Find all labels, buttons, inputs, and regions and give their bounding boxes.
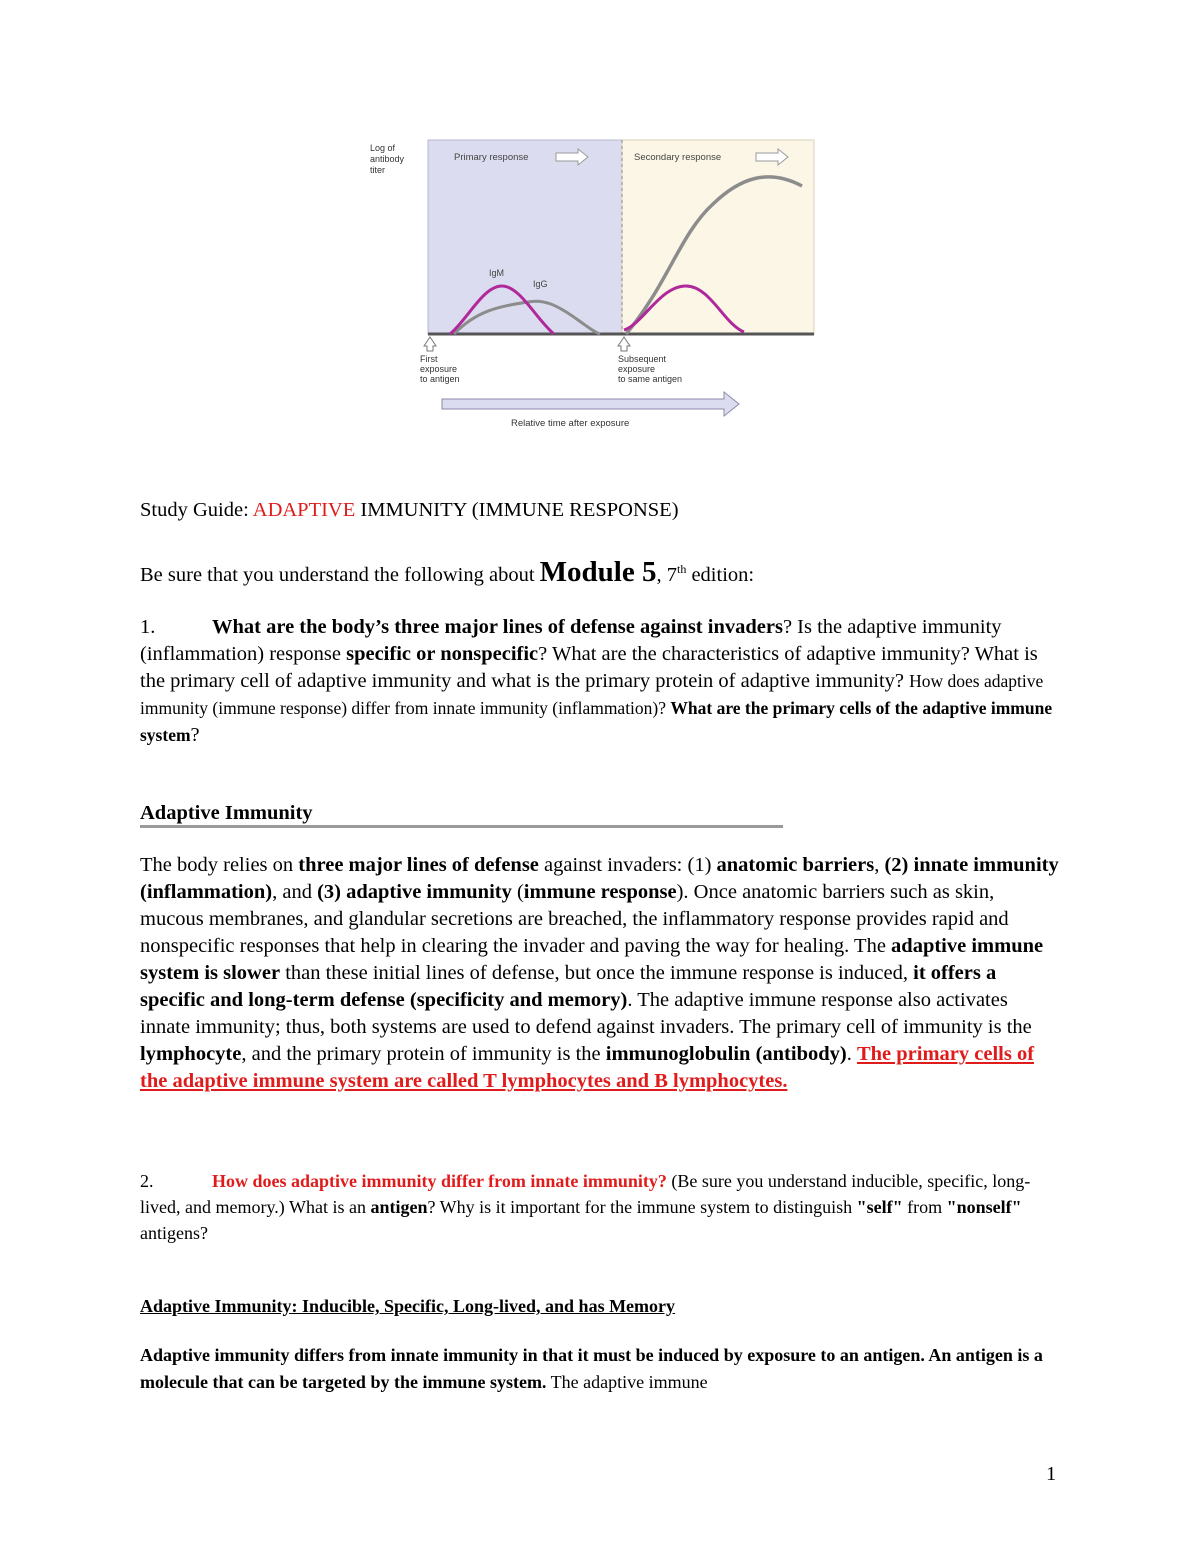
section-2-heading: Adaptive Immunity: Inducible, Specific, Long-lived, and has Memory	[140, 1296, 676, 1316]
s1-text-9: , and the primary protein of immunity is the	[241, 1043, 606, 1065]
q1-text-4: ?	[190, 724, 200, 746]
q2-text-3: from	[902, 1197, 947, 1217]
section-2-paragraph	[140, 1342, 1060, 1396]
first-exposure-line-2: exposure	[420, 364, 458, 374]
q1-bold-1: What are the body’s three major lines of defense against invaders	[212, 616, 783, 638]
page-title	[140, 497, 679, 524]
time-label: Relative time after exposure	[511, 418, 630, 429]
subsequent-exposure-line-3: to same antigen	[618, 374, 683, 384]
y-label-line-1: Log of	[370, 143, 396, 153]
first-exposure-arrow-icon	[424, 337, 436, 351]
q1-text-1: ? Is the adaptive immunity (inflammation) response	[140, 616, 1002, 665]
title-suffix: IMMUNITY (IMMUNE RESPONSE)	[355, 499, 679, 521]
question-1-number: 1.	[140, 616, 156, 638]
intro-line	[140, 556, 754, 589]
s2-text-1: The adaptive immune	[546, 1372, 708, 1392]
q2-red: How does adaptive immunity differ from innate immunity?	[212, 1171, 667, 1191]
question-2	[140, 1168, 1060, 1246]
intro-suffix: edition:	[686, 563, 755, 586]
q2-text-1: (Be sure you understand inducible, specific, long-lived, and memory.) What is an	[140, 1171, 1031, 1217]
s1-red-note: The primary cells of the adaptive immune system are called T lymphocytes and B lymphocytes.	[140, 1043, 1035, 1092]
q2-bold-2: "self"	[856, 1197, 903, 1217]
subsequent-exposure-arrow-icon	[618, 337, 630, 351]
s1-text-8: . The adaptive immune response also activates innate immunity; thus, both systems are used to defend against invaders. The primary cell of immunity is the	[140, 989, 1032, 1038]
antibody-response-diagram	[368, 134, 820, 434]
q2-bold-1: antigen	[370, 1197, 428, 1217]
first-exposure-line-3: to antigen	[420, 374, 460, 384]
module-label: Module 5	[539, 555, 657, 588]
s1-text-3: ,	[874, 854, 885, 876]
title-prefix: Study Guide:	[140, 499, 253, 521]
primary-response-panel	[428, 140, 622, 334]
s1-bold-4: (3) adaptive immunity	[317, 881, 512, 903]
s1-text-5: (	[511, 881, 524, 903]
antibody-response-figure	[368, 134, 820, 434]
s1-bold-1: three major lines of defense	[298, 854, 539, 876]
s1-text-7: than these initial lines of defense, but once the immune response is induced,	[280, 962, 914, 984]
primary-response-label: Primary response	[454, 152, 529, 163]
s1-bold-7: it offers a specific and long-term defense (specificity and memory)	[140, 962, 997, 1011]
s1-bold-3: (2) innate immunity (inflammation)	[140, 854, 1059, 903]
time-arrow-icon	[442, 392, 739, 416]
section-1-heading: Adaptive Immunity	[140, 802, 313, 824]
section-1-heading-rule	[140, 825, 783, 828]
s1-text-2: against invaders: (1)	[538, 854, 717, 876]
q2-text-4: antigens?	[140, 1223, 208, 1243]
subsequent-exposure-line-2: exposure	[618, 364, 656, 374]
q1-text-2: ? What are the characteristics of adaptive immunity? What is the primary cell of adaptive immunity and what is the primary protein of adaptive immunity?	[140, 643, 1038, 692]
question-1	[140, 614, 1060, 749]
q1-text-3: How does adaptive immunity (immune response) differ from innate immunity (inflammation)?	[140, 671, 1044, 718]
q1-bold-3: What are the primary cells of the adaptive immune system	[140, 698, 1053, 745]
edition-superscript: th	[676, 562, 687, 576]
q2-bold-3: "nonself"	[946, 1197, 1022, 1217]
question-2-number: 2.	[140, 1171, 154, 1191]
page-number: 1	[1046, 1463, 1057, 1485]
s1-text-4: , and	[272, 881, 318, 903]
secondary-response-label: Secondary response	[634, 152, 722, 163]
secondary-response-panel	[622, 140, 814, 334]
s1-text-1: The body relies on	[140, 854, 299, 876]
first-exposure-line-1: First	[420, 354, 438, 364]
igg-label: IgG	[533, 279, 548, 289]
q1-bold-2: specific or nonspecific	[346, 643, 539, 665]
s1-bold-9: immunoglobulin (antibody)	[605, 1043, 847, 1065]
y-label-line-2: antibody	[370, 154, 405, 164]
s1-bold-6: adaptive immune system is slower	[140, 935, 1044, 984]
title-highlight: ADAPTIVE	[252, 499, 356, 521]
s1-bold-2: anatomic barriers	[716, 854, 875, 876]
intro-prefix: Be sure that you understand the following about	[140, 563, 540, 586]
s1-text-10: .	[846, 1043, 857, 1065]
y-label-line-3: titer	[370, 165, 386, 175]
igm-label: IgM	[489, 268, 505, 278]
section-1-paragraph	[140, 852, 1062, 1095]
s2-bold-1: Adaptive immunity differs from innate immunity in that it must be induced by exposure to an antigen. An antigen is a molecule that can be targeted by the immune system.	[140, 1345, 1043, 1392]
s1-bold-5: immune response	[523, 881, 677, 903]
intro-mid: , 7	[656, 563, 677, 586]
s1-bold-8: lymphocyte	[140, 1043, 242, 1065]
subsequent-exposure-line-1: Subsequent	[618, 354, 667, 364]
q2-text-2: ? Why is it important for the immune system to distinguish	[427, 1197, 857, 1217]
s1-text-6: ). Once anatomic barriers such as skin, mucous membranes, and glandular secretions are breached, the inflammatory response provides rapid and nonspecific responses that help in clearing the invader and paving the way for healing. The	[140, 881, 1009, 957]
